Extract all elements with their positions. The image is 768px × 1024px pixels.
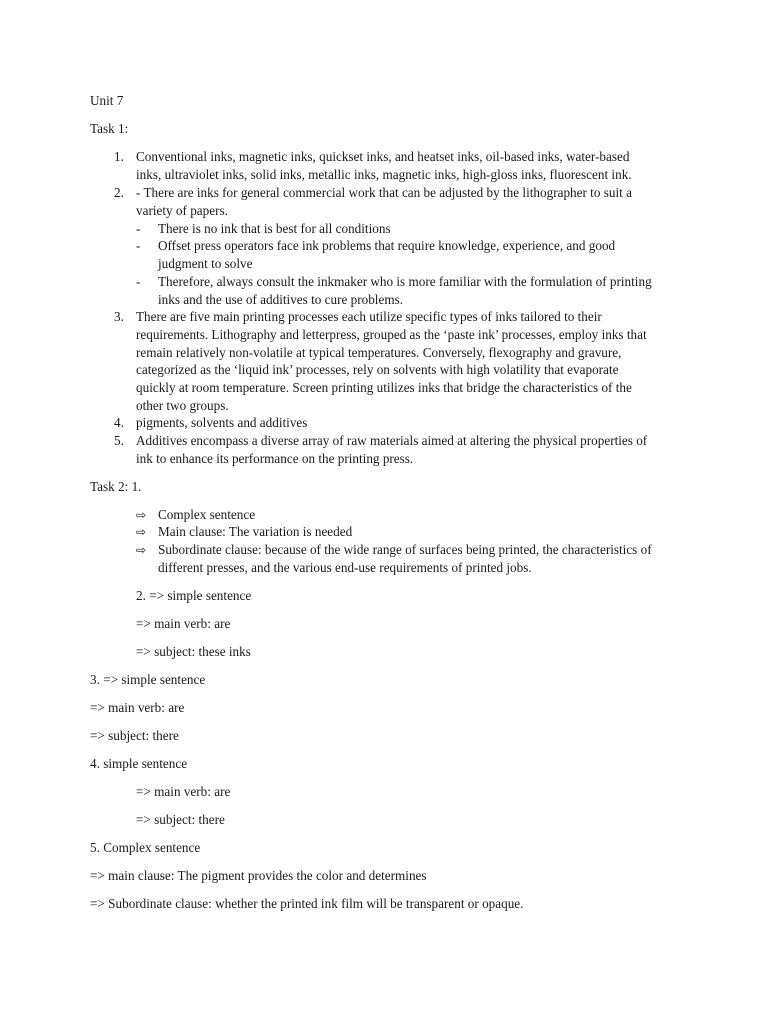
task2-bullet-line: different presses, and the various end-use requirements of printed jobs. bbox=[158, 560, 532, 575]
task2-answer-line: => main verb: are bbox=[90, 700, 185, 715]
task1-item-number: 5. bbox=[114, 433, 124, 448]
unit-title: Unit 7 bbox=[90, 93, 124, 108]
task1-subitem-line: Offset press operators face ink problems that require knowledge, experience, and good bbox=[158, 238, 616, 253]
task2-answer-line: => main verb: are bbox=[136, 616, 231, 631]
task2-answer-line: 5. Complex sentence bbox=[90, 840, 201, 855]
dash-marker: - bbox=[136, 238, 141, 253]
arrow-hollow-right-icon: ⇨ bbox=[136, 508, 147, 522]
task1-item-line: pigments, solvents and additives bbox=[136, 415, 308, 430]
task1-subitem-line: inks and the use of additives to cure problems. bbox=[158, 292, 404, 307]
task1-item-line: ink to enhance its performance on the printing press. bbox=[136, 451, 414, 466]
task1-item-number: 2. bbox=[114, 185, 124, 200]
task2-bullet-line: Complex sentence bbox=[158, 507, 256, 522]
task2-answer-line: 4. simple sentence bbox=[90, 756, 188, 771]
task1-heading: Task 1: bbox=[90, 121, 129, 136]
task1-item-line: Conventional inks, magnetic inks, quickset inks, and heatset inks, oil-based inks, water-based bbox=[136, 149, 630, 164]
task2-answer-line: => subject: there bbox=[136, 812, 225, 827]
task1-item-number: 4. bbox=[114, 415, 124, 430]
task1-item-number: 3. bbox=[114, 309, 124, 324]
task1-item-line: quickly at room temperature. Screen printing utilizes inks that bridge the characteristics of the bbox=[136, 380, 632, 395]
task2-answer-line: 3. => simple sentence bbox=[90, 672, 206, 687]
task2-answer-line: => main verb: are bbox=[136, 784, 231, 799]
dash-marker: - bbox=[136, 221, 141, 236]
task2-bullet-line: Subordinate clause: because of the wide range of surfaces being printed, the characteristics of bbox=[158, 542, 652, 557]
task1-item-line: remain relatively non-volatile at typical temperatures. Conversely, flexography and gravure, bbox=[136, 345, 622, 360]
task1-item-line: - There are inks for general commercial work that can be adjusted by the lithographer to suit a bbox=[136, 185, 632, 200]
task1-item-line: Additives encompass a diverse array of raw materials aimed at altering the physical properties of bbox=[136, 433, 648, 448]
task1-item-number: 1. bbox=[114, 149, 124, 164]
dash-marker: - bbox=[136, 274, 141, 289]
task1-item-line: There are five main printing processes each utilize specific types of inks tailored to their bbox=[136, 309, 602, 324]
task2-answer-line: => main clause: The pigment provides the color and determines bbox=[90, 868, 427, 883]
task1-subitem-line: Therefore, always consult the inkmaker who is more familiar with the formulation of printing bbox=[158, 274, 652, 289]
task1-item-line: categorized as the ‘liquid ink’ processes, rely on solvents with high volatility that evaporate bbox=[136, 362, 619, 377]
task1-item-line: other two groups. bbox=[136, 398, 229, 413]
task2-answer-line: 2. => simple sentence bbox=[136, 588, 252, 603]
task1-item-line: inks, ultraviolet inks, solid inks, metallic inks, magnetic inks, high-gloss inks, fluorescent ink. bbox=[136, 167, 632, 182]
task1-item-line: variety of papers. bbox=[136, 203, 228, 218]
task2-bullet-line: Main clause: The variation is needed bbox=[158, 524, 353, 539]
task1-subitem-line: There is no ink that is best for all conditions bbox=[158, 221, 391, 236]
arrow-hollow-right-icon: ⇨ bbox=[136, 525, 147, 539]
task2-answer-line: => subject: these inks bbox=[136, 644, 251, 659]
task1-item-line: requirements. Lithography and letterpress, grouped as the ‘paste ink’ processes, employ inks that bbox=[136, 327, 647, 342]
task1-subitem-line: judgment to solve bbox=[158, 256, 253, 271]
task2-heading: Task 2: 1. bbox=[90, 479, 142, 494]
arrow-hollow-right-icon: ⇨ bbox=[136, 543, 147, 557]
task2-answer-line: => Subordinate clause: whether the printed ink film will be transparent or opaque. bbox=[90, 896, 524, 911]
task2-answer-line: => subject: there bbox=[90, 728, 179, 743]
